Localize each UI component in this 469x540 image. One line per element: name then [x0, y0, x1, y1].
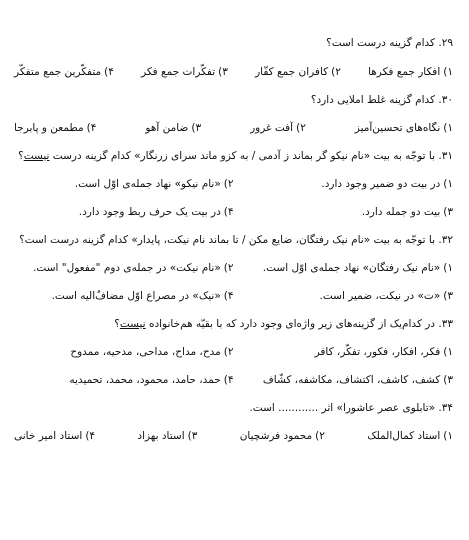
question-30-option-4[interactable]: ۴)مطمعن و پابرجا: [14, 122, 97, 134]
question-29-option-3[interactable]: ۳)تفکّرات جمع فکر: [141, 66, 228, 78]
question-32-option-1[interactable]: ۱)«نام نیک رفتگان» نهاد جمله‌ی اوّل است.: [262, 262, 453, 274]
question-33-options-row-2: [14, 369, 453, 391]
negation-underline: نیست: [119, 318, 146, 330]
negation-underline: نیست: [23, 150, 50, 162]
question-34-stem: ۳۴. «تابلوی عصر عاشورا» اثر ............ است.: [249, 402, 453, 414]
question-31-stem: ۳۱. با توجّه به بیت «نام نیکو گر بماند ز آدمی / به کزو ماند سرای زرنگار» کدام گزینه درست نیست؟: [18, 150, 453, 162]
question-29-stem: ۲۹. کدام گزینه درست است؟: [326, 37, 453, 49]
question-33-option-3[interactable]: ۳)کشف، کاشف، اکتشاف، مکاشفه، کشّاف: [262, 374, 453, 386]
question-30-options: [14, 117, 453, 139]
question-32-option-2[interactable]: ۲)«نام نیکت» در جمله‌ی دوم "مفعول" است.: [33, 262, 234, 274]
question-34-option-2[interactable]: ۲)محمود فرشچیان: [239, 430, 325, 442]
question-34-option-1[interactable]: ۱)استاد کمال‌الملک: [367, 430, 453, 442]
question-33-option-4[interactable]: ۴)حمد، حامد، محمود، محمد، تحمیدیه: [69, 374, 234, 386]
question-31-option-1[interactable]: ۱)در بیت دو ضمیر وجود دارد.: [321, 178, 453, 190]
question-33-options-row-1: [14, 341, 453, 363]
question-30-option-2[interactable]: ۲)آفت غرور: [250, 122, 306, 134]
question-32-options-row-2: [14, 285, 453, 307]
question-32-stem: ۳۲. با توجّه به بیت «نام نیک رفتگان، ضایع مکن / تا بماند نام نیکت، پایدار» کدام گزینه درست است؟: [19, 234, 453, 246]
question-31-options-row-1: [14, 173, 453, 195]
question-34-options: [14, 425, 453, 447]
question-31-option-4[interactable]: ۴)در بیت یک حرف ربط وجود دارد.: [78, 206, 234, 218]
question-29-option-4[interactable]: ۴)متفکّرین جمع متفکّر: [14, 66, 114, 78]
question-30-option-1[interactable]: ۱)نگاه‌های تحسین‌آمیز: [354, 122, 453, 134]
question-33-option-2[interactable]: ۲)مدح، مداح، مداحی، مدحیه، ممدوح: [70, 346, 234, 358]
question-31-option-3[interactable]: ۳)بیت دو جمله دارد.: [361, 206, 453, 218]
question-34-option-4[interactable]: ۴)استاد امیر خانی: [14, 430, 96, 442]
question-29-option-2[interactable]: ۲)کافران جمع کفّار: [255, 66, 341, 78]
question-33-option-1[interactable]: ۱)فکر، افکار، فکور، تفکّر، کافر: [314, 346, 453, 358]
question-30-stem: ۳۰. کدام گزینه غلط املایی دارد؟: [310, 94, 453, 106]
question-34-option-3[interactable]: ۳)استاد بهزاد: [137, 430, 198, 442]
question-31-options-row-2: [14, 201, 453, 223]
question-29-options: [14, 61, 453, 83]
question-31-option-2[interactable]: ۲)«نام نیکو» نهاد جمله‌ی اوّل است.: [74, 178, 234, 190]
question-32-options-row-1: [14, 257, 453, 279]
question-29-option-1[interactable]: ۱)افکار جمع فکرها: [368, 66, 453, 78]
question-30-option-3[interactable]: ۳)ضامن آهو: [145, 122, 202, 134]
question-32-option-3[interactable]: ۳)«ت» در نیکت، ضمیر است.: [319, 290, 453, 302]
question-32-option-4[interactable]: ۴)«نیک» در مصراع اوّل مضافٌ‌الیه است.: [51, 290, 234, 302]
question-33-stem: ۳۳. در کدام‌یک از گزینه‌های زیر واژه‌ای وجود دارد که با بقیّه هم‌خانواده نیست؟: [114, 318, 453, 330]
